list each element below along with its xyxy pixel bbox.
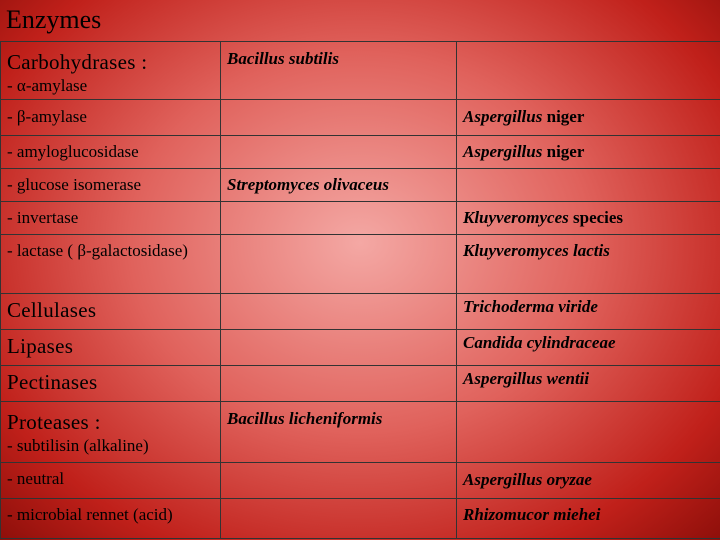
source-cell (457, 330, 720, 366)
source-cell (221, 169, 457, 202)
page-title: Enzymes (6, 5, 102, 34)
organism-label: Bacillus licheniformis (227, 409, 383, 428)
enzyme-cell (1, 235, 221, 294)
enzyme-cell (1, 463, 221, 499)
enzyme-cell (1, 136, 221, 169)
organism-label (221, 202, 456, 206)
enzyme-cell (1, 402, 221, 463)
enzyme-label: - α-amylase (7, 76, 88, 95)
enzyme-label: - neutral (7, 469, 65, 488)
title-bar (0, 0, 720, 42)
source-cell (221, 294, 457, 330)
organism-genus: Aspergillus (463, 107, 543, 126)
organism-species: niger (542, 107, 585, 126)
enzyme-cell (1, 100, 221, 136)
table-row (1, 42, 720, 100)
source-cell (457, 366, 720, 402)
enzyme-group-label: Proteases : (7, 410, 101, 434)
source-cell (457, 100, 720, 136)
enzyme-group-label: Pectinases (7, 370, 98, 394)
organism-label (457, 402, 720, 406)
enzyme-label: - glucose isomerase (7, 175, 142, 194)
organism-label (221, 136, 456, 140)
enzyme-label: - lactase ( β-galactosidase) (7, 241, 188, 260)
organism-label: Bacillus subtilis (227, 49, 339, 68)
table-row (1, 235, 720, 294)
organism-label: Aspergillus oryzae (463, 470, 592, 489)
organism-label: Streptomyces olivaceus (227, 175, 389, 194)
enzyme-table (0, 41, 720, 539)
enzyme-group-label: Lipases (7, 334, 74, 358)
table-row (1, 463, 720, 499)
organism-genus: Aspergillus (463, 142, 543, 161)
enzyme-label: - amyloglucosidase (7, 142, 139, 161)
table-row (1, 100, 720, 136)
organism-label: Aspergillus wentii (463, 369, 590, 388)
organism-label (221, 330, 456, 334)
enzyme-cell (1, 42, 221, 100)
source-cell (457, 169, 720, 202)
enzyme-label: - subtilisin (alkaline) (7, 436, 149, 455)
table-row (1, 402, 720, 463)
organism-label: Candida cylindraceae (463, 333, 616, 352)
source-cell (221, 330, 457, 366)
source-cell (221, 235, 457, 294)
source-cell (221, 136, 457, 169)
table-row (1, 202, 720, 235)
source-cell (221, 463, 457, 499)
source-cell (221, 100, 457, 136)
organism-label: Rhizomucor miehei (463, 505, 601, 524)
table-row (1, 499, 720, 539)
source-cell (221, 402, 457, 463)
enzyme-label: - microbial rennet (acid) (7, 505, 173, 524)
source-cell (221, 366, 457, 402)
enzyme-group-label: Cellulases (7, 298, 97, 322)
source-cell (457, 202, 720, 235)
source-cell (221, 202, 457, 235)
organism-label: Trichoderma viride (463, 297, 598, 316)
source-cell (457, 136, 720, 169)
organism-label (221, 366, 456, 370)
organism-species: niger (542, 142, 585, 161)
enzyme-cell (1, 294, 221, 330)
organism-label (221, 100, 456, 104)
organism-genus: Kluyveromyces (463, 208, 569, 227)
enzyme-cell (1, 202, 221, 235)
enzyme-cell (1, 330, 221, 366)
source-cell (221, 42, 457, 100)
table-row (1, 366, 720, 402)
organism-label (221, 499, 456, 503)
source-cell (457, 42, 720, 100)
source-cell (457, 499, 720, 539)
table-row (1, 294, 720, 330)
enzyme-label: - invertase (7, 208, 79, 227)
organism-label (221, 294, 456, 298)
table-row (1, 330, 720, 366)
source-cell (457, 402, 720, 463)
enzyme-cell (1, 169, 221, 202)
organism-label (221, 463, 456, 467)
organism-species: species (568, 208, 624, 227)
organism-label (221, 235, 456, 239)
organism-label: Kluyveromyces lactis (463, 241, 610, 260)
source-cell (457, 235, 720, 294)
source-cell (221, 499, 457, 539)
source-cell (457, 294, 720, 330)
table-row (1, 136, 720, 169)
enzyme-label: - β-amylase (7, 107, 87, 126)
organism-label (457, 169, 720, 173)
enzyme-cell (1, 499, 221, 539)
enzyme-cell (1, 366, 221, 402)
enzyme-group-label: Carbohydrases : (7, 50, 148, 74)
source-cell (457, 463, 720, 499)
table-row (1, 169, 720, 202)
